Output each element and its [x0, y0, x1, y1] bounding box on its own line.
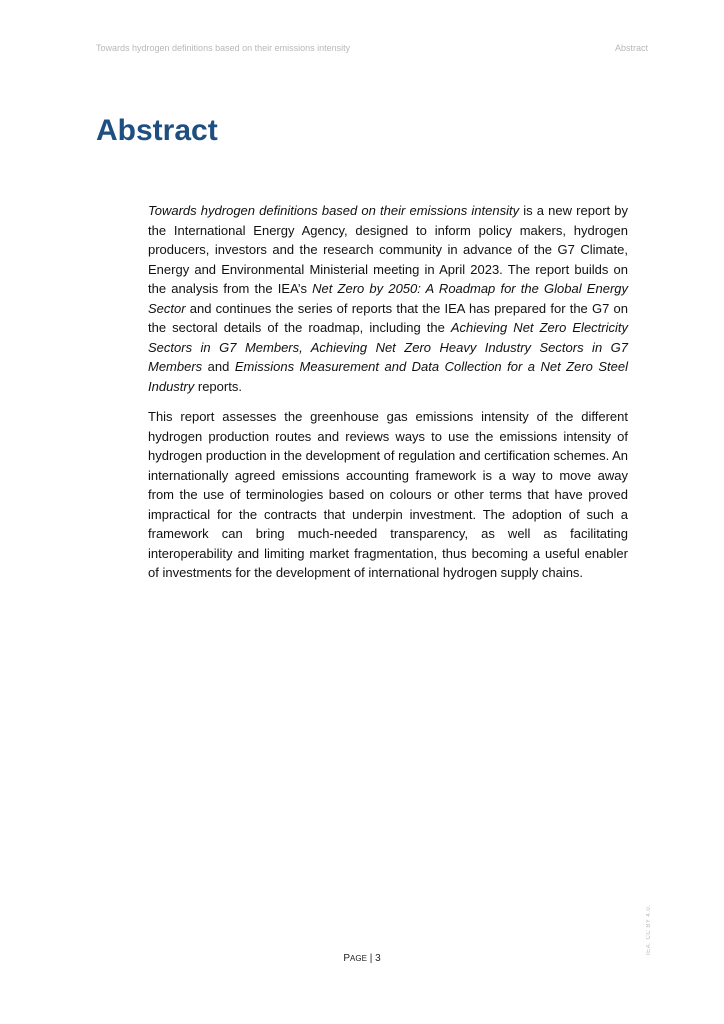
text-run: reports.	[194, 378, 242, 394]
italic-title-run: Net Zero by 2050: A Roadmap for the Global Energy Sector	[148, 281, 628, 316]
page-title: Abstract	[96, 114, 218, 147]
running-header-report-title: Towards hydrogen definitions based on their emissions intensity	[96, 43, 351, 53]
text-run: and continues the series of reports that the IEA has prepared for the G7 on the sectoral details of the roadmap, including the	[148, 300, 628, 335]
italic-title-run: Emissions Measurement and Data Collection for a Net Zero Steel Industry	[148, 359, 628, 394]
text-run: and	[202, 359, 235, 374]
italic-title-run: Towards hydrogen definitions based on their emissions intensity	[148, 203, 520, 218]
running-header-section: Abstract	[614, 43, 648, 53]
running-header	[96, 43, 648, 53]
page-separator: |	[366, 953, 376, 964]
license-notice: IEA. CC BY 4.0.	[646, 904, 652, 955]
abstract-body	[148, 201, 628, 594]
page-number-value: 3	[375, 953, 381, 964]
italic-title-run: Achieving Net Zero Electricity Sectors in G7 Members, Achieving Net Zero Heavy Industry Sectors in G7 Members	[148, 320, 628, 374]
abstract-paragraph-1	[148, 201, 628, 396]
abstract-paragraph-2: This report assesses the greenhouse gas emissions intensity of the different hydrogen production routes and reviews ways to use the emissions intensity of hydrogen production in the development of regulation and certification schemes. An internationally agreed emissions accounting framework is a way to move away from the use of terminologies based on colours or other terms that have proved impractical for the contracts that underpin investment. The adoption of such a framework can bring much-needed transparency, as well as facilitating interoperability and limiting market fragmentation, thus becoming a useful enabler of investments for the development of international hydrogen supply chains.	[148, 409, 628, 580]
page-label: PAGE	[343, 953, 367, 964]
text-run: is a new report by the International Energy Agency, designed to inform policy makers, hydrogen producers, investors and the research community in advance of the G7 Climate, Energy and Environmental Ministerial meeting in April 2023. The report builds on the analysis from the IEA’s	[148, 203, 629, 296]
page-number	[0, 953, 724, 964]
